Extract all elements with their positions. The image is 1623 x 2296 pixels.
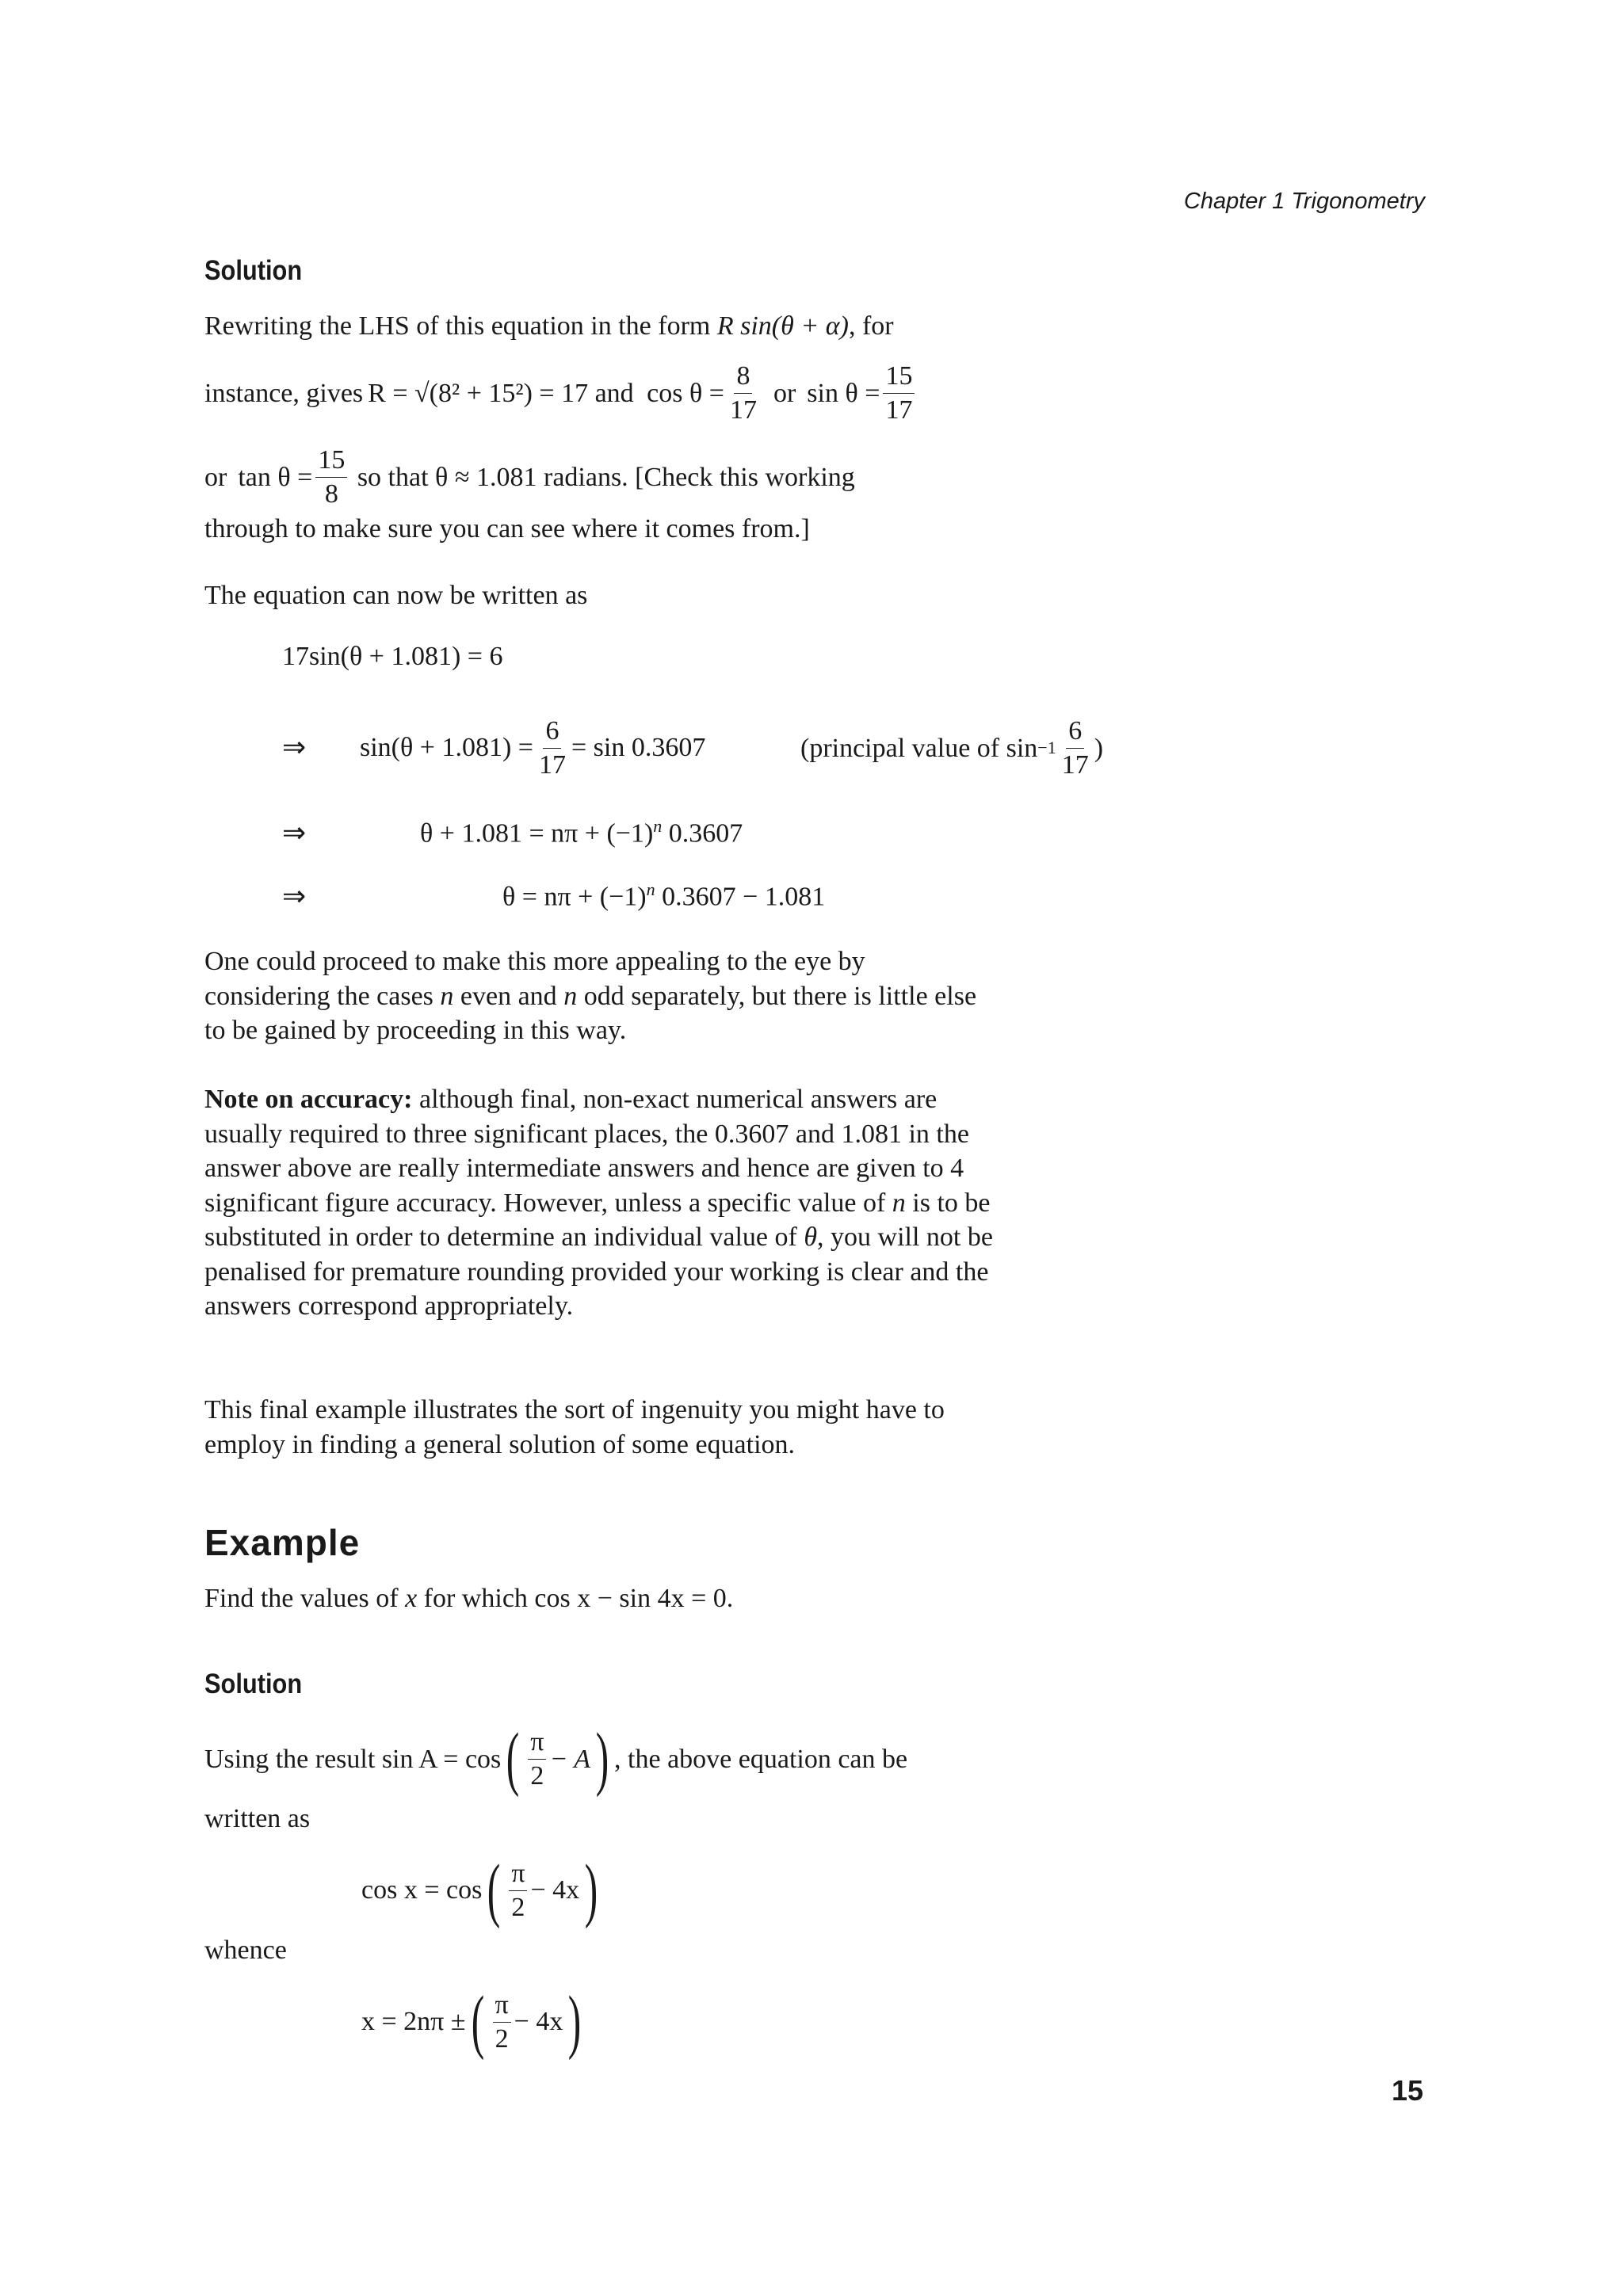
paragraph-cases (204, 944, 981, 1048)
math-theta-approx: θ ≈ 1.081 (435, 462, 537, 492)
text: Using the result (204, 1744, 382, 1774)
denominator: 17 (729, 395, 757, 425)
note-on-accuracy (204, 1082, 997, 1324)
paragraph-final-example (204, 1393, 997, 1462)
text: Find the values of (204, 1584, 406, 1613)
numerator: π (528, 1729, 546, 1760)
right-paren: ) (568, 1982, 582, 2061)
math: = sin 0.3607 (571, 733, 706, 762)
solution-heading-2: Solution (204, 1669, 303, 1699)
math: x = 2nπ ± (361, 2007, 466, 2036)
running-head: Chapter 1 Trigonometry (1183, 189, 1425, 214)
implies-arrow: ⇒ (282, 731, 307, 763)
text: , you will not be penalised for premature rounding provided your working is clear and the answers correspond appropriately. (204, 1222, 993, 1321)
math-equation: cos x − sin 4x = 0 (534, 1584, 727, 1613)
fraction-pi-2 (493, 1989, 511, 2054)
text: Rewriting the LHS of this equation in the form (204, 311, 717, 341)
text-n: n (563, 981, 578, 1011)
fraction-15-8 (315, 444, 347, 509)
math-rsin: R sin(θ + α) (716, 311, 849, 341)
text: (principal value of sin (800, 733, 1038, 763)
math: sin A = cos (381, 1744, 502, 1774)
solution2-line-2: written as (204, 1804, 311, 1833)
math: − A (549, 1744, 591, 1774)
math: sin(θ + 1.081) = (360, 733, 533, 762)
implies-arrow: ⇒ (282, 880, 307, 912)
text: even and (453, 981, 564, 1011)
text-n: n (440, 981, 454, 1011)
right-paren: ) (595, 1719, 609, 1798)
solution-line-5: The equation can now be written as (204, 581, 588, 610)
numerator: 15 (315, 447, 347, 478)
text: so that (350, 462, 436, 492)
math-sin: sin θ = (807, 378, 880, 408)
solution-line-3 (204, 437, 855, 517)
denominator: 8 (324, 479, 338, 509)
page-number: 15 (1391, 2074, 1423, 2107)
numerator: π (493, 1992, 511, 2023)
denominator: 17 (1061, 749, 1089, 780)
denominator: 2 (530, 1760, 544, 1791)
fraction-6-17 (537, 715, 568, 780)
fraction-pi-2 (509, 1860, 527, 1921)
fraction-6-17 (1060, 715, 1091, 780)
text: One could proceed to make this more appealing to the eye by considering the cases (204, 947, 865, 1011)
text-theta: θ (804, 1222, 818, 1252)
equation-3 (420, 816, 743, 849)
right-paren: ) (584, 1851, 598, 1929)
left-paren: ( (506, 1719, 520, 1798)
text: although final, non-exact numerical answers are usually required to three significant places, the 0.3607 and 1.081 in the answer above are really intermediate answers and hence are given to 4 significant figure accuracy. However, unless a specific value of (204, 1085, 969, 1218)
text: for which (417, 1584, 535, 1613)
math: θ + 1.081 = nπ + (−1) (420, 818, 654, 849)
math-r-value: R = √(8² + 15²) = 17 (368, 378, 589, 408)
numerator: 15 (883, 363, 915, 394)
equation-2 (360, 710, 705, 786)
fraction-8-17 (727, 360, 759, 425)
math: − 4x (514, 2007, 563, 2036)
fraction-15-17 (883, 360, 915, 425)
example-text (204, 1581, 733, 1615)
solution-line-2 (204, 353, 918, 433)
solution2-equation-1 (361, 1849, 603, 1932)
text: and (588, 378, 641, 408)
text: . (726, 1584, 734, 1613)
math: − 4x (530, 1875, 580, 1905)
text-or: or (773, 378, 796, 408)
text: odd separately, but there is little else to be gained by proceeding in this way. (204, 981, 977, 1045)
numerator: 6 (1066, 718, 1084, 749)
whence-text: whence (204, 1936, 287, 1965)
denominator: 17 (885, 395, 913, 425)
denominator: 2 (511, 1892, 525, 1922)
implies-arrow: ⇒ (282, 817, 307, 849)
fraction-pi-2 (528, 1726, 546, 1791)
math: 0.3607 − 1.081 (655, 882, 826, 912)
text: radians. [Check this working (537, 462, 855, 492)
solution-line-4: through to make sure you can see where it comes from.] (204, 514, 810, 543)
numerator: π (509, 1860, 527, 1891)
superscript-n: n (653, 816, 663, 836)
solution2-line-1 (204, 1718, 907, 1800)
text: is to be substituted in order to determine an individual value of (204, 1188, 991, 1252)
math: 0.3607 (662, 818, 743, 849)
principal-value-note (800, 710, 1103, 786)
solution-line-1 (204, 309, 894, 343)
math-tan: tan θ = (238, 462, 313, 492)
text-or: or (204, 462, 227, 492)
text: , for (848, 311, 894, 341)
equation-1: 17sin(θ + 1.081) = 6 (282, 642, 503, 671)
math-cos: cos θ = (647, 378, 724, 408)
text-n: n (892, 1188, 906, 1218)
text-x: x (405, 1584, 418, 1613)
example-heading: Example (204, 1522, 361, 1563)
text: This final example illustrates the sort of ingenuity you might have to employ in finding a general solution of some equation. (204, 1395, 945, 1459)
solution-heading: Solution (204, 255, 303, 286)
denominator: 2 (495, 2023, 509, 2054)
math: θ = nπ + (−1) (502, 882, 647, 912)
note-label: Note on accuracy: (204, 1085, 413, 1114)
left-paren: ( (471, 1982, 484, 2061)
solution2-equation-2 (361, 1981, 586, 2063)
superscript: −1 (1037, 738, 1056, 757)
numerator: 8 (734, 363, 752, 394)
equation-4 (502, 879, 825, 912)
superscript-n: n (646, 879, 655, 899)
numerator: 6 (543, 718, 561, 749)
math: cos x = cos (361, 1875, 483, 1905)
text: , the above equation can be (614, 1744, 908, 1774)
left-paren: ( (487, 1851, 501, 1929)
denominator: 17 (538, 749, 566, 780)
text: instance, gives (204, 378, 364, 408)
text: ) (1094, 733, 1104, 763)
